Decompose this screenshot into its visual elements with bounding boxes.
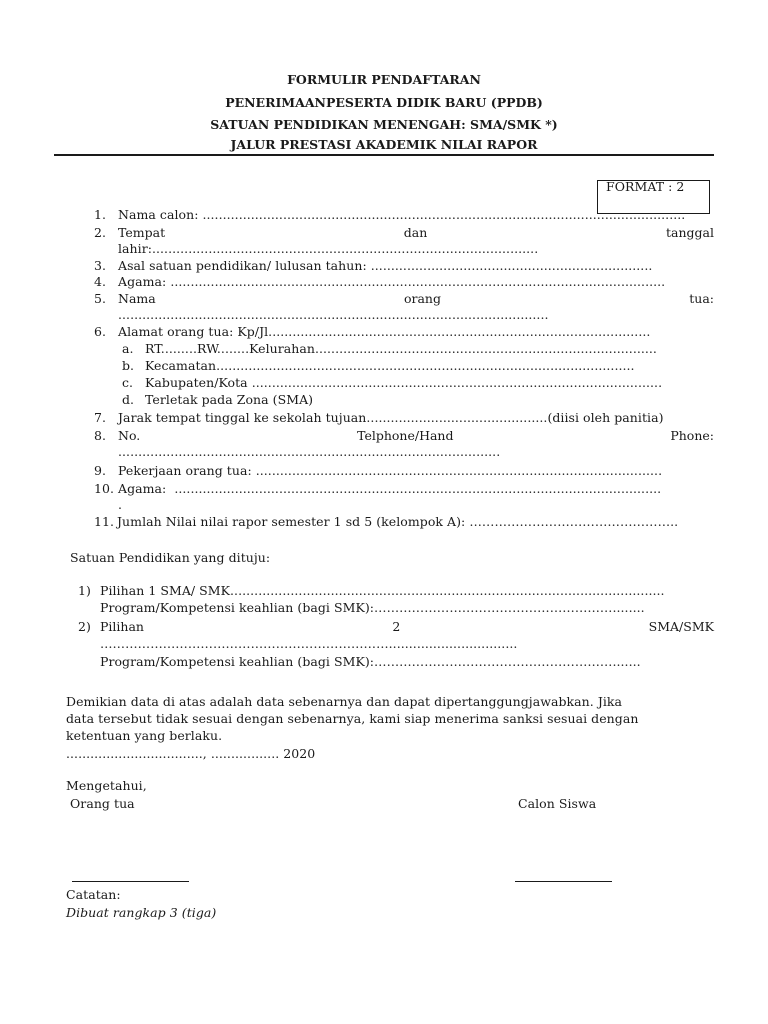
form-school-level: SATUAN PENDIDIKAN MENENGAH: SMA/SMK *)	[210, 117, 558, 132]
header-divider	[54, 154, 714, 156]
field-birth-date-continuation: lahir:................................................................................................	[118, 241, 539, 256]
sub-item-letter: c.	[122, 375, 134, 390]
field-choice-2	[100, 619, 714, 634]
field-zone: Terletak pada Zona (SMA)	[145, 392, 314, 407]
field-text: Pilihan	[100, 619, 144, 634]
field-rt-rw-village: RT.........RW........Kelurahan.....................................................................................	[145, 341, 657, 356]
acknowledged-label: Mengetahui,	[66, 778, 147, 793]
item-number: 2.	[94, 225, 107, 240]
item-number: 6.	[94, 324, 107, 339]
item-number: 4.	[94, 274, 107, 289]
item-number: 5.	[94, 291, 107, 306]
item-number: 10.	[94, 481, 115, 496]
sub-item-letter: a.	[122, 341, 134, 356]
field-regency-city: Kabupaten/Kota ......................................................................................................	[145, 375, 663, 390]
field-text: SMA/SMK	[648, 619, 714, 634]
field-parent-occupation: Pekerjaan orang tua: .....................................................................................................	[118, 463, 663, 478]
field-religion-2-continuation: .	[118, 497, 123, 512]
field-report-score-total: Jumlah Nilai nilai rapor semester 1 sd 5 (kelompok A): …………………………………………..	[117, 514, 679, 529]
sub-item-letter: b.	[122, 358, 135, 373]
format-label: FORMAT : 2	[606, 179, 685, 194]
field-choice-1-program: Program/Kompetensi keahlian (bagi SMK):…………………………………………………........	[100, 600, 645, 615]
parent-signature-label: Orang tua	[70, 796, 135, 811]
notes-text: Dibuat rangkap 3 (tiga)	[66, 905, 217, 920]
field-text: orang	[403, 291, 441, 306]
form-track: JALUR PRESTASI AKADEMIK NILAI RAPOR	[230, 137, 538, 152]
sub-item-letter: d.	[122, 392, 135, 407]
field-parent-name	[118, 291, 714, 306]
parent-signature-line	[72, 881, 189, 882]
item-number: 1.	[94, 207, 107, 222]
student-signature-line	[515, 881, 612, 882]
field-district: Kecamatan........................................................................................................	[145, 358, 635, 373]
student-signature-label: Calon Siswa	[518, 796, 597, 811]
statement-line: ketentuan yang berlaku.	[66, 728, 223, 743]
form-title: FORMULIR PENDAFTARAN	[287, 72, 481, 87]
field-text: 2	[392, 619, 401, 634]
field-text: tanggal	[666, 225, 714, 240]
field-distance-to-school: Jarak tempat tinggal ke sekolah tujuan.............................................(diisi oleh panitia)	[118, 410, 664, 425]
field-phone-continuation: ...............................................................................................	[118, 444, 501, 459]
field-phone	[118, 428, 714, 443]
place-date-line: .................................., ................. 2020	[66, 746, 316, 761]
form-subtitle: PENERIMAANPESERTA DIDIK BARU (PPDB)	[225, 95, 543, 110]
field-text: tua:	[689, 291, 714, 306]
item-number: 7.	[94, 410, 107, 425]
choice-number: 2)	[78, 619, 91, 634]
field-text: Telphone/Hand	[357, 428, 454, 443]
item-number: 3.	[94, 258, 107, 273]
field-parent-address: Alamat orang tua: Kp/Jl...............................................................................................	[118, 324, 651, 339]
field-previous-school: Asal satuan pendidikan/ lulusan tahun: ......................................................................	[118, 258, 653, 273]
field-birth-place-date	[118, 225, 714, 240]
field-text: dan	[403, 225, 428, 240]
field-text: Phone:	[670, 428, 714, 443]
field-religion-2: Agama: .........................................................................................................................	[118, 481, 662, 496]
field-religion: Agama: ...........................................................................................................................	[118, 274, 666, 289]
notes-label: Catatan:	[66, 887, 121, 902]
statement-line: data tersebut tidak sesuai dengan sebenarnya, kami siap menerima sanksi sesuai dengan	[66, 711, 639, 726]
field-choice-2-continuation: ……………………………………………………………................................	[100, 636, 518, 651]
item-number: 11.	[94, 514, 115, 529]
item-number: 8.	[94, 428, 107, 443]
statement-line: Demikian data di atas adalah data sebenarnya dan dapat dipertanggungjawabkan. Jika	[66, 694, 623, 709]
field-choice-2-program: Program/Kompetensi keahlian (bagi SMK):………………………………………………….......	[100, 654, 641, 669]
section-title-target-school: Satuan Pendidikan yang dituju:	[70, 550, 271, 565]
field-candidate-name: Nama calon: ........................................................................................................................	[118, 207, 686, 222]
item-number: 9.	[94, 463, 107, 478]
field-text: Nama	[118, 291, 156, 306]
choice-number: 1)	[78, 583, 91, 598]
field-text: No.	[118, 428, 141, 443]
field-text: Tempat	[118, 225, 166, 240]
field-parent-name-continuation: ...........................................................................................................	[118, 307, 549, 322]
field-choice-1: Pilihan 1 SMA/ SMK............................................................................................................	[100, 583, 665, 598]
